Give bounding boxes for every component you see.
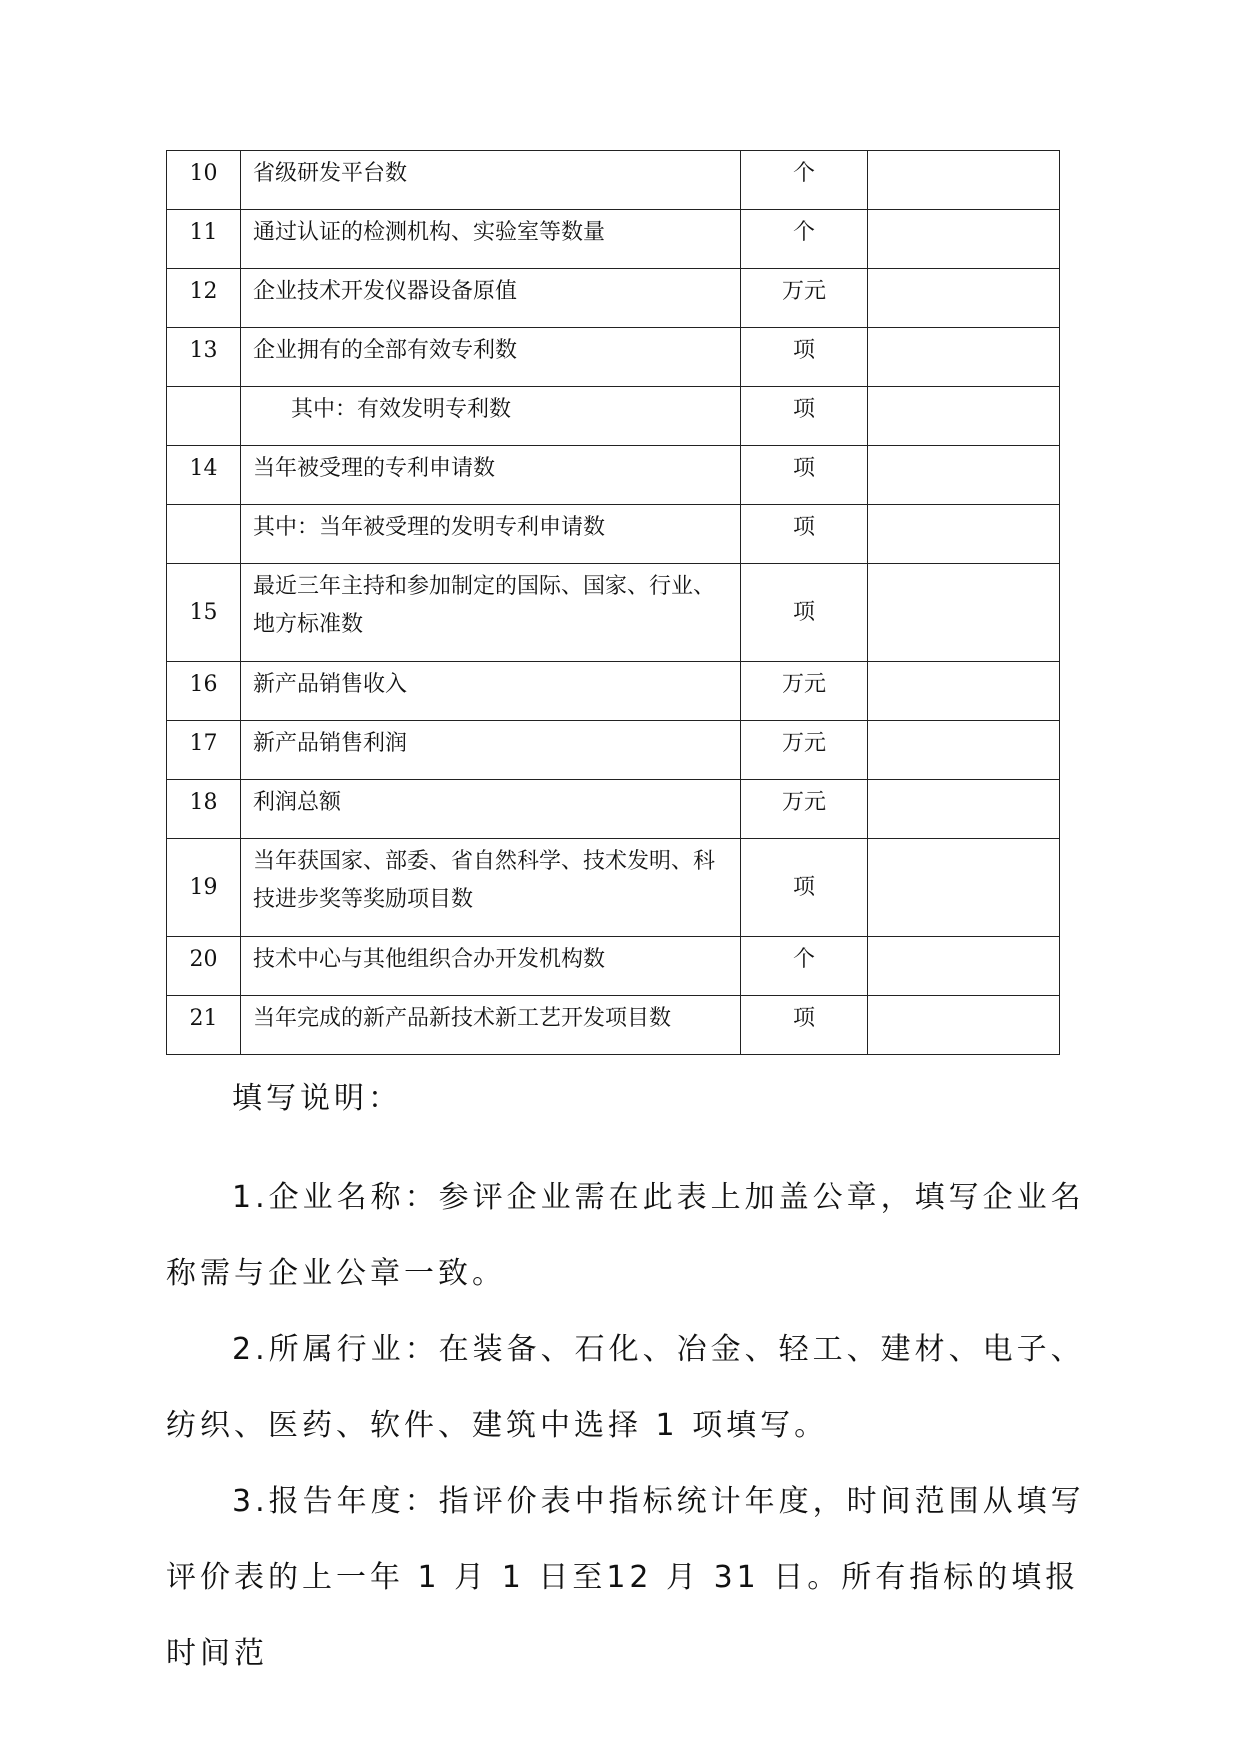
table-row (167, 721, 1060, 780)
table-row (167, 996, 1060, 1055)
indicator-unit: 项 (741, 996, 868, 1055)
note-item (166, 1160, 1091, 1312)
indicator-name: 企业技术开发仪器设备原值 (241, 269, 741, 328)
indicator-unit: 个 (741, 937, 868, 996)
indicator-value-cell[interactable] (868, 780, 1060, 839)
indicator-name: 通过认证的检测机构、实验室等数量 (241, 210, 741, 269)
indicator-unit: 项 (741, 505, 868, 564)
indicator-name: 当年获国家、部委、省自然科学、技术发明、科技进步奖等奖励项目数 (241, 839, 741, 937)
table-row (167, 839, 1060, 937)
row-number: 17 (167, 721, 241, 780)
indicator-unit: 项 (741, 387, 868, 446)
row-number: 20 (167, 937, 241, 996)
indicator-value-cell[interactable] (868, 505, 1060, 564)
indicator-value-cell[interactable] (868, 328, 1060, 387)
row-number: 10 (167, 151, 241, 210)
table-row (167, 937, 1060, 996)
note-text: 2.所属行业：在装备、石化、冶金、轻工、建材、电子、纺织、医药、软件、建筑中选择 1 项填写。 (166, 1332, 1085, 1443)
table-row (167, 564, 1060, 662)
indicator-unit: 万元 (741, 662, 868, 721)
row-number (167, 387, 241, 446)
indicator-value-cell[interactable] (868, 564, 1060, 662)
note-text: 3.报告年度：指评价表中指标统计年度，时间范围从填写评价表的上一年 1 月 1 日至12 月 31 日。所有指标的填报时间范 (166, 1484, 1085, 1671)
indicator-value-cell[interactable] (868, 839, 1060, 937)
table-row (167, 387, 1060, 446)
indicator-name: 当年完成的新产品新技术新工艺开发项目数 (241, 996, 741, 1055)
indicator-value-cell[interactable] (868, 721, 1060, 780)
row-number: 12 (167, 269, 241, 328)
indicator-unit: 个 (741, 151, 868, 210)
indicator-name: 省级研发平台数 (241, 151, 741, 210)
indicator-value-cell[interactable] (868, 210, 1060, 269)
row-number: 14 (167, 446, 241, 505)
indicator-value-cell[interactable] (868, 387, 1060, 446)
table-row (167, 328, 1060, 387)
indicator-name: 其中：当年被受理的发明专利申请数 (241, 505, 741, 564)
indicator-name: 新产品销售利润 (241, 721, 741, 780)
row-number: 18 (167, 780, 241, 839)
indicator-unit: 项 (741, 839, 868, 937)
note-item (166, 1312, 1091, 1464)
indicator-value-cell[interactable] (868, 151, 1060, 210)
indicator-unit: 项 (741, 328, 868, 387)
indicator-table (166, 150, 1060, 1055)
table-row (167, 780, 1060, 839)
row-number (167, 505, 241, 564)
table-row (167, 151, 1060, 210)
table-row (167, 505, 1060, 564)
notes-title: 填写说明： (232, 1081, 402, 1116)
indicator-name: 最近三年主持和参加制定的国际、国家、行业、地方标准数 (241, 564, 741, 662)
indicator-name: 新产品销售收入 (241, 662, 741, 721)
row-number: 11 (167, 210, 241, 269)
indicator-unit: 万元 (741, 269, 868, 328)
table-row (167, 210, 1060, 269)
indicator-name: 企业拥有的全部有效专利数 (241, 328, 741, 387)
notes-section (232, 1073, 1157, 1117)
table-row (167, 662, 1060, 721)
row-number: 19 (167, 839, 241, 937)
indicator-value-cell[interactable] (868, 937, 1060, 996)
row-number: 16 (167, 662, 241, 721)
indicator-unit: 项 (741, 446, 868, 505)
indicator-value-cell[interactable] (868, 269, 1060, 328)
indicator-name: 其中：有效发明专利数 (241, 387, 741, 446)
note-item (166, 1464, 1091, 1692)
row-number: 13 (167, 328, 241, 387)
indicator-unit: 项 (741, 564, 868, 662)
indicator-name: 技术中心与其他组织合办开发机构数 (241, 937, 741, 996)
indicator-unit: 万元 (741, 780, 868, 839)
indicator-name: 利润总额 (241, 780, 741, 839)
indicator-name: 当年被受理的专利申请数 (241, 446, 741, 505)
indicator-value-cell[interactable] (868, 996, 1060, 1055)
note-text: 1.企业名称：参评企业需在此表上加盖公章，填写企业名称需与企业公章一致。 (166, 1180, 1085, 1291)
row-number: 15 (167, 564, 241, 662)
indicator-unit: 万元 (741, 721, 868, 780)
indicator-value-cell[interactable] (868, 662, 1060, 721)
table-row (167, 446, 1060, 505)
indicator-unit: 个 (741, 210, 868, 269)
table-row (167, 269, 1060, 328)
row-number: 21 (167, 996, 241, 1055)
indicator-value-cell[interactable] (868, 446, 1060, 505)
